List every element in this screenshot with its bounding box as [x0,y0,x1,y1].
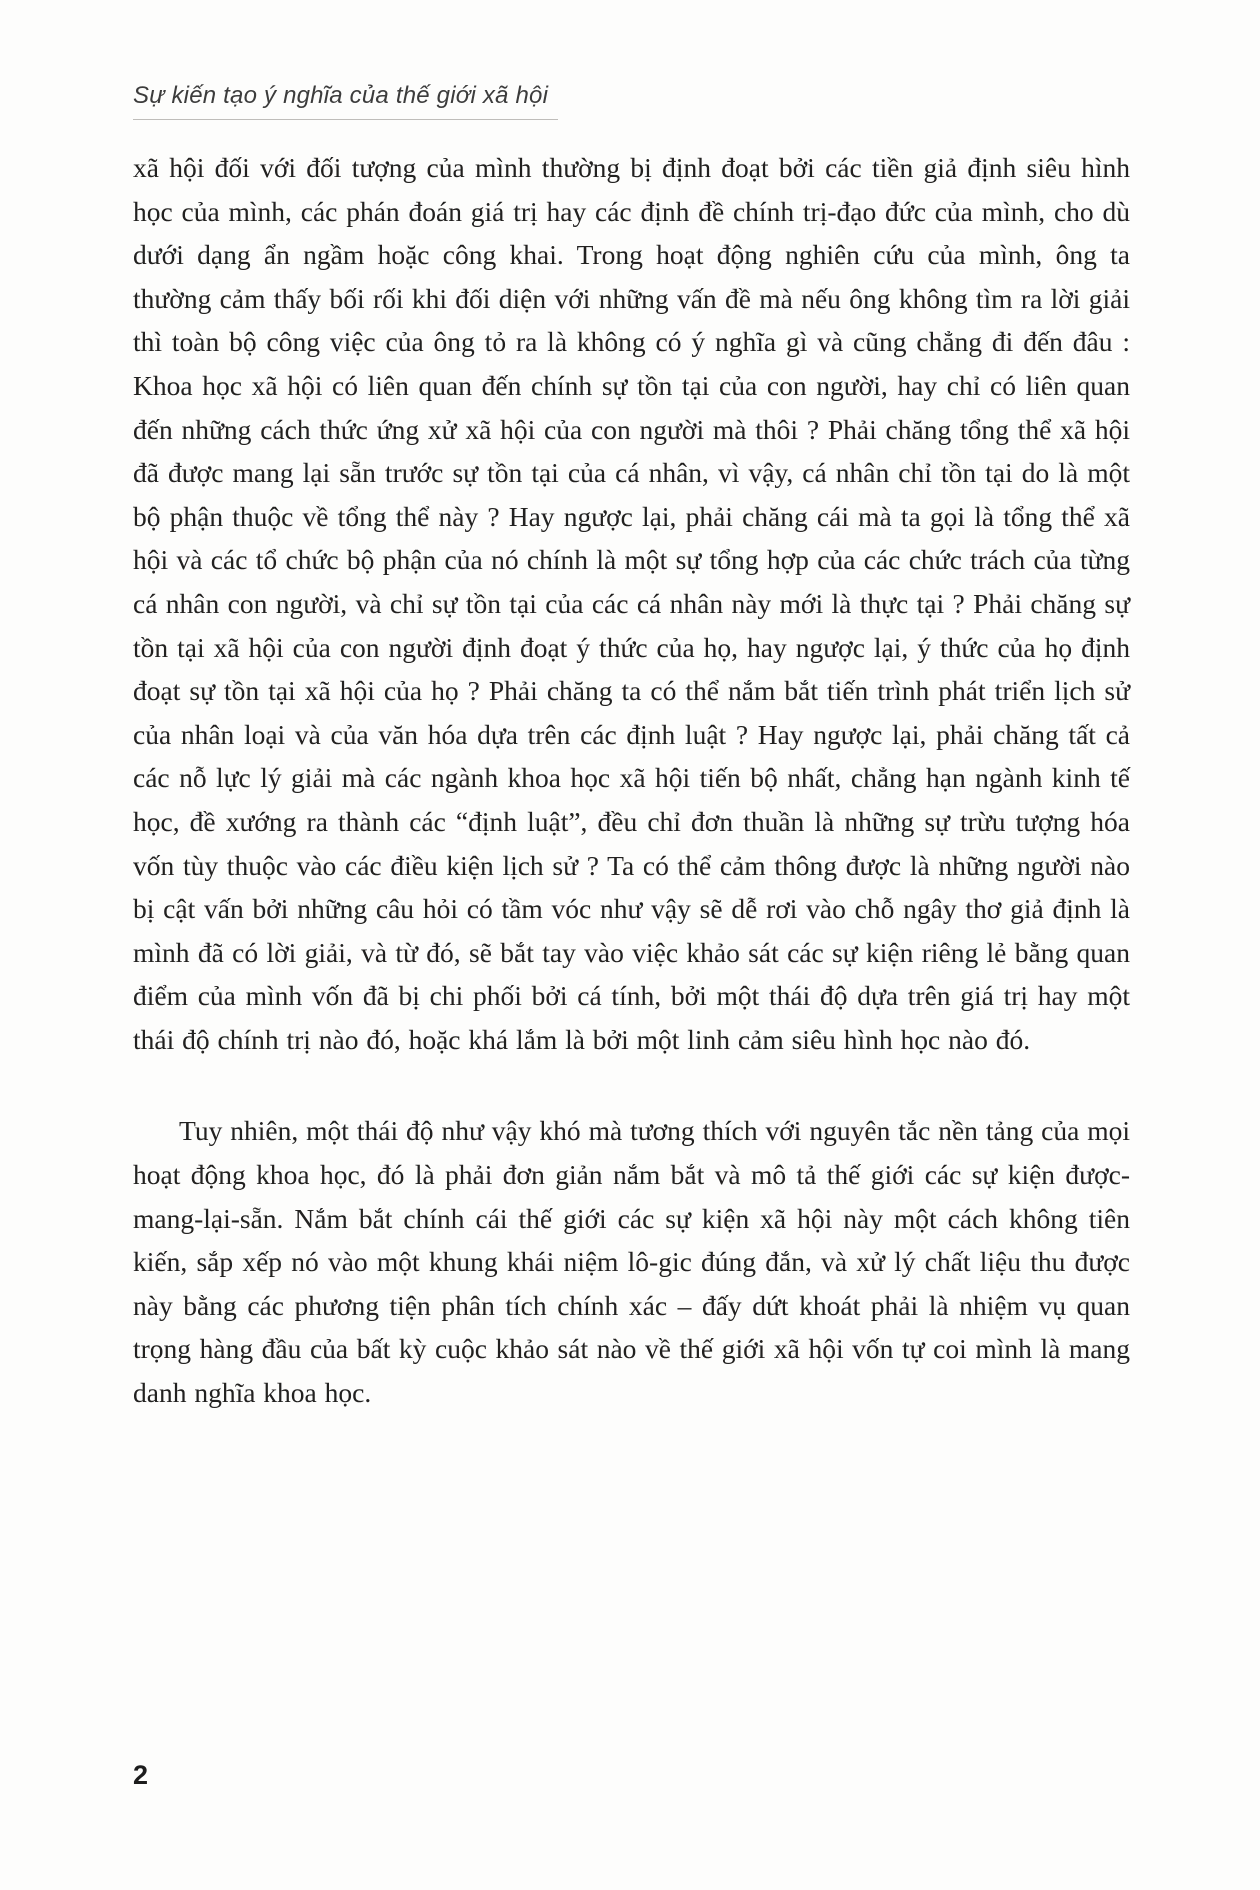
paragraph-2: Tuy nhiên, một thái độ như vậy khó mà tương thích với nguyên tắc nền tảng của mọi hoạt động khoa học, đó là phải đơn giản nắm bắt và mô tả thế giới các sự kiện được-mang-lại-sẵn. Nắm bắt chính cái thế giới các sự kiện xã hội này một cách không tiên kiến, sắp xếp nó vào một khung khái niệm lô-gic đúng đắn, và xử lý chất liệu thu được này bằng các phương tiện phân tích chính xác – đấy dứt khoát phải là nhiệm vụ quan trọng hàng đầu của bất kỳ cuộc khảo sát nào về thế giới xã hội vốn tự coi mình là mang danh nghĩa khoa học. [133,1115,1130,1409]
page-number: 2 [133,1760,149,1790]
paragraph-1: xã hội đối với đối tượng của mình thường bị định đoạt bởi các tiền giả định siêu hình học của mình, các phán đoán giá trị hay các định đề chính trị-đạo đức của mình, cho dù dưới dạng ẩn ngầm hoặc công khai. Trong hoạt động nghiên cứu của mình, ông ta thường cảm thấy bối rối khi đối diện với những vấn đề mà nếu ông không tìm ra lời giải thì toàn bộ công việc của ông tỏ ra là không có ý nghĩa gì và cũng chẳng đi đến đâu : Khoa học xã hội có liên quan đến chính sự tồn tại của con người, hay chỉ có liên quan đến những cách thức ứng xử xã hội của con người mà thôi ? Phải chăng tổng thể xã hội đã được mang lại sẵn trước sự tồn tại của cá nhân, vì vậy, cá nhân chỉ tồn tại do là một bộ phận thuộc về tổng thể này ? Hay ngược lại, phải chăng cái mà ta gọi là tổng thể xã hội và các tổ chức bộ phận của nó chính là một sự tổng hợp của các chức trách của từng cá nhân con người, và chỉ sự tồn tại của các cá nhân này mới là thực tại ? Phải chăng sự tồn tại xã hội của con người định đoạt ý thức của họ, hay ngược lại, ý thức của họ định đoạt sự tồn tại xã hội của họ ? Phải chăng ta có thể nắm bắt tiến trình phát triển lịch sử của nhân loại và của văn hóa dựa trên các định luật ? Hay ngược lại, phải chăng tất cả các nỗ lực lý giải mà các ngành khoa học xã hội tiến bộ nhất, chẳng hạn ngành kinh tế học, đề xướng ra thành các “định luật”, đều chỉ đơn thuần là những sự trừu tượng hóa vốn tùy thuộc vào các điều kiện lịch sử ? Ta có thể cảm thông được là những người nào bị cật vấn bởi những câu hỏi có tầm vóc như vậy sẽ dễ rơi vào chỗ ngây thơ giả định là mình đã có lời giải, và từ đó, sẽ bắt tay vào việc khảo sát các sự kiện riêng lẻ bằng quan điểm của mình vốn đã bị chi phối bởi cá tính, bởi một thái độ dựa trên giá trị hay một thái độ chính trị nào đó, hoặc khá lắm là bởi một linh cảm siêu hình học nào đó. [133,152,1130,1055]
running-head: Sự kiến tạo ý nghĩa của thế giới xã hội [133,82,558,120]
body-text [133,146,1130,1415]
page-content [133,82,1130,1415]
